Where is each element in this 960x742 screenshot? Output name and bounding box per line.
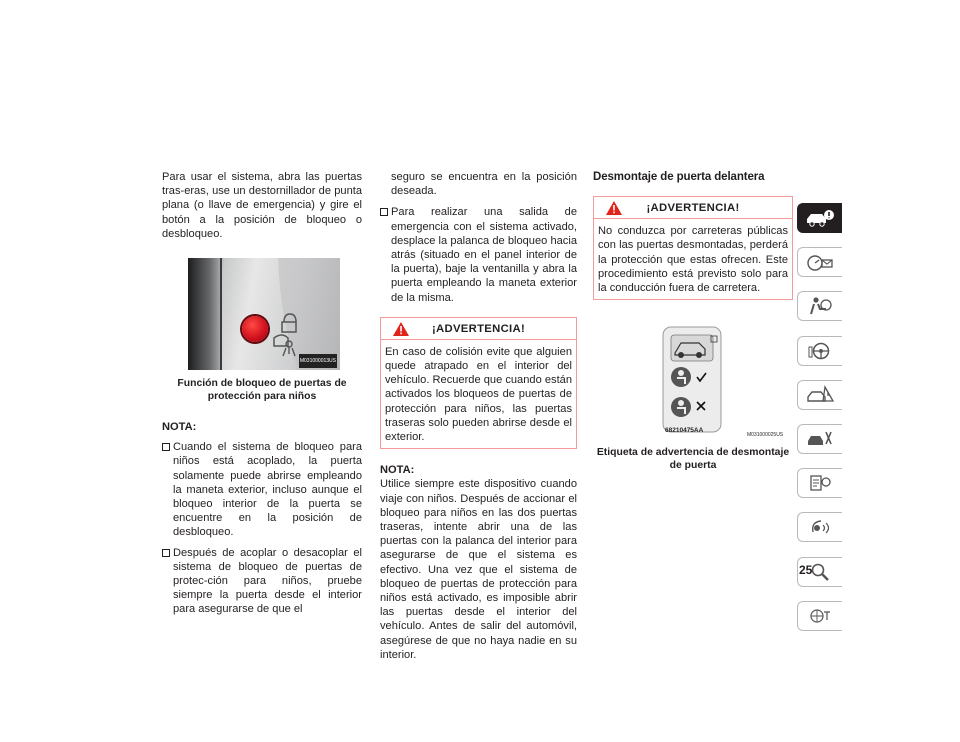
warning-text: En caso de colisión evite que alguien quede atrapado en el interior del vehículo. Recuerde que cuando están activados los bloqueos de puertas de protección para niños, las puertas traseras solo pueden abrirse desde el exterior. bbox=[385, 345, 572, 444]
column-3 bbox=[593, 170, 793, 472]
warning-title: ¡ADVERTENCIA! bbox=[431, 322, 526, 335]
tab-service[interactable] bbox=[797, 424, 842, 454]
emergency-icon bbox=[805, 385, 835, 405]
tab-start-drive[interactable] bbox=[797, 336, 842, 366]
section-title: Desmontaje de puerta delantera bbox=[593, 171, 765, 183]
figure-caption: Función de bloqueo de puertas de protección para niños bbox=[177, 378, 347, 403]
tab-safety[interactable] bbox=[797, 291, 842, 321]
language-icon bbox=[805, 606, 835, 626]
chapter-tabs bbox=[797, 203, 842, 645]
tab-specifications[interactable] bbox=[797, 468, 842, 498]
multimedia-icon bbox=[805, 517, 835, 537]
intro-paragraph: Para usar el sistema, abra las puertas tras-eras, use un destornillador de punta plana (o llave de emergencia) y gire el botón a la posición de bloqueo o desbloqueo. bbox=[162, 171, 362, 240]
warning-label-illustration bbox=[641, 325, 791, 440]
warning-box bbox=[593, 196, 793, 300]
specifications-icon bbox=[805, 473, 835, 493]
figure-code: M031000013US bbox=[299, 354, 337, 368]
warning-triangle-icon bbox=[606, 201, 622, 215]
warning-text: No conduzca por carreteras públicas con las puertas desmontadas, perderá la protección que estas ofrecen. Este procedimiento está previsto solo para la conducción fuera de carretera. bbox=[598, 225, 788, 295]
tab-multimedia[interactable] bbox=[797, 512, 842, 542]
figure-code: M031000025US bbox=[747, 432, 784, 439]
service-icon bbox=[805, 429, 835, 449]
child-lock-knob-icon bbox=[242, 316, 268, 342]
door-removal-label-figure bbox=[641, 325, 791, 440]
tab-dashboard[interactable] bbox=[797, 247, 842, 277]
warning-triangle-icon bbox=[393, 322, 409, 336]
page-number: 25 bbox=[799, 563, 813, 577]
note-label: NOTA: bbox=[162, 421, 197, 434]
warning-header bbox=[381, 318, 576, 340]
car-info-icon bbox=[805, 209, 835, 227]
bullet-continuation: seguro se encuentra en la posición deseada. bbox=[391, 171, 577, 198]
tab-emergency[interactable] bbox=[797, 380, 842, 410]
bullet-item: Después de acoplar o desacoplar el sistema de bloqueo de puertas de protec-ción para niños, pruebe siempre la puerta desde el interior para asegurarse de que el bbox=[162, 546, 362, 617]
safety-airbag-icon bbox=[805, 296, 835, 316]
warning-box bbox=[380, 317, 577, 449]
child-lock-figure bbox=[188, 258, 340, 370]
figure-caption: Etiqueta de advertencia de desmontaje de puerta bbox=[596, 447, 790, 472]
tab-language[interactable] bbox=[797, 601, 842, 631]
tab-car-info[interactable] bbox=[797, 203, 842, 233]
dashboard-message-icon bbox=[805, 252, 835, 272]
start-drive-icon bbox=[805, 341, 835, 361]
bullet-item: Cuando el sistema de bloqueo para niños está acoplado, la puerta solamente puede abrirse empleando la maneta exterior, incluso aunque el bloqueo interior de la puerta se encuentre en la posición de desbloqueo. bbox=[162, 440, 362, 539]
note-paragraph: Utilice siempre este dispositivo cuando viaje con niños. Después de accionar el bloqueo para niños en las dos puertas traseras, intente abrir una de las puertas con la palanca del interior para asegurarse de que el sistema es efectivo. Una vez que el sistema de bloqueo de puertas de protección para niños está activado, es imposible abrir las puertas desde el interior del vehículo. Antes de salir del automóvil, asegúrese de que no haya nadie en su interior. bbox=[380, 478, 577, 661]
warning-title: ¡ADVERTENCIA! bbox=[646, 202, 740, 215]
bullet-item: Para realizar una salida de emergencia con el sistema activado, desplace la palanca de bloqueo hacia atrás (situado en el panel interior de la puerta), baje la ventanilla y abra la puerta empleando la maneta exterior de la misma. bbox=[380, 205, 577, 304]
label-part-number: 68210475AA bbox=[665, 427, 704, 435]
warning-header bbox=[594, 197, 792, 219]
column-2 bbox=[380, 170, 577, 662]
note-label: NOTA: bbox=[380, 464, 415, 477]
column-1 bbox=[162, 170, 362, 617]
